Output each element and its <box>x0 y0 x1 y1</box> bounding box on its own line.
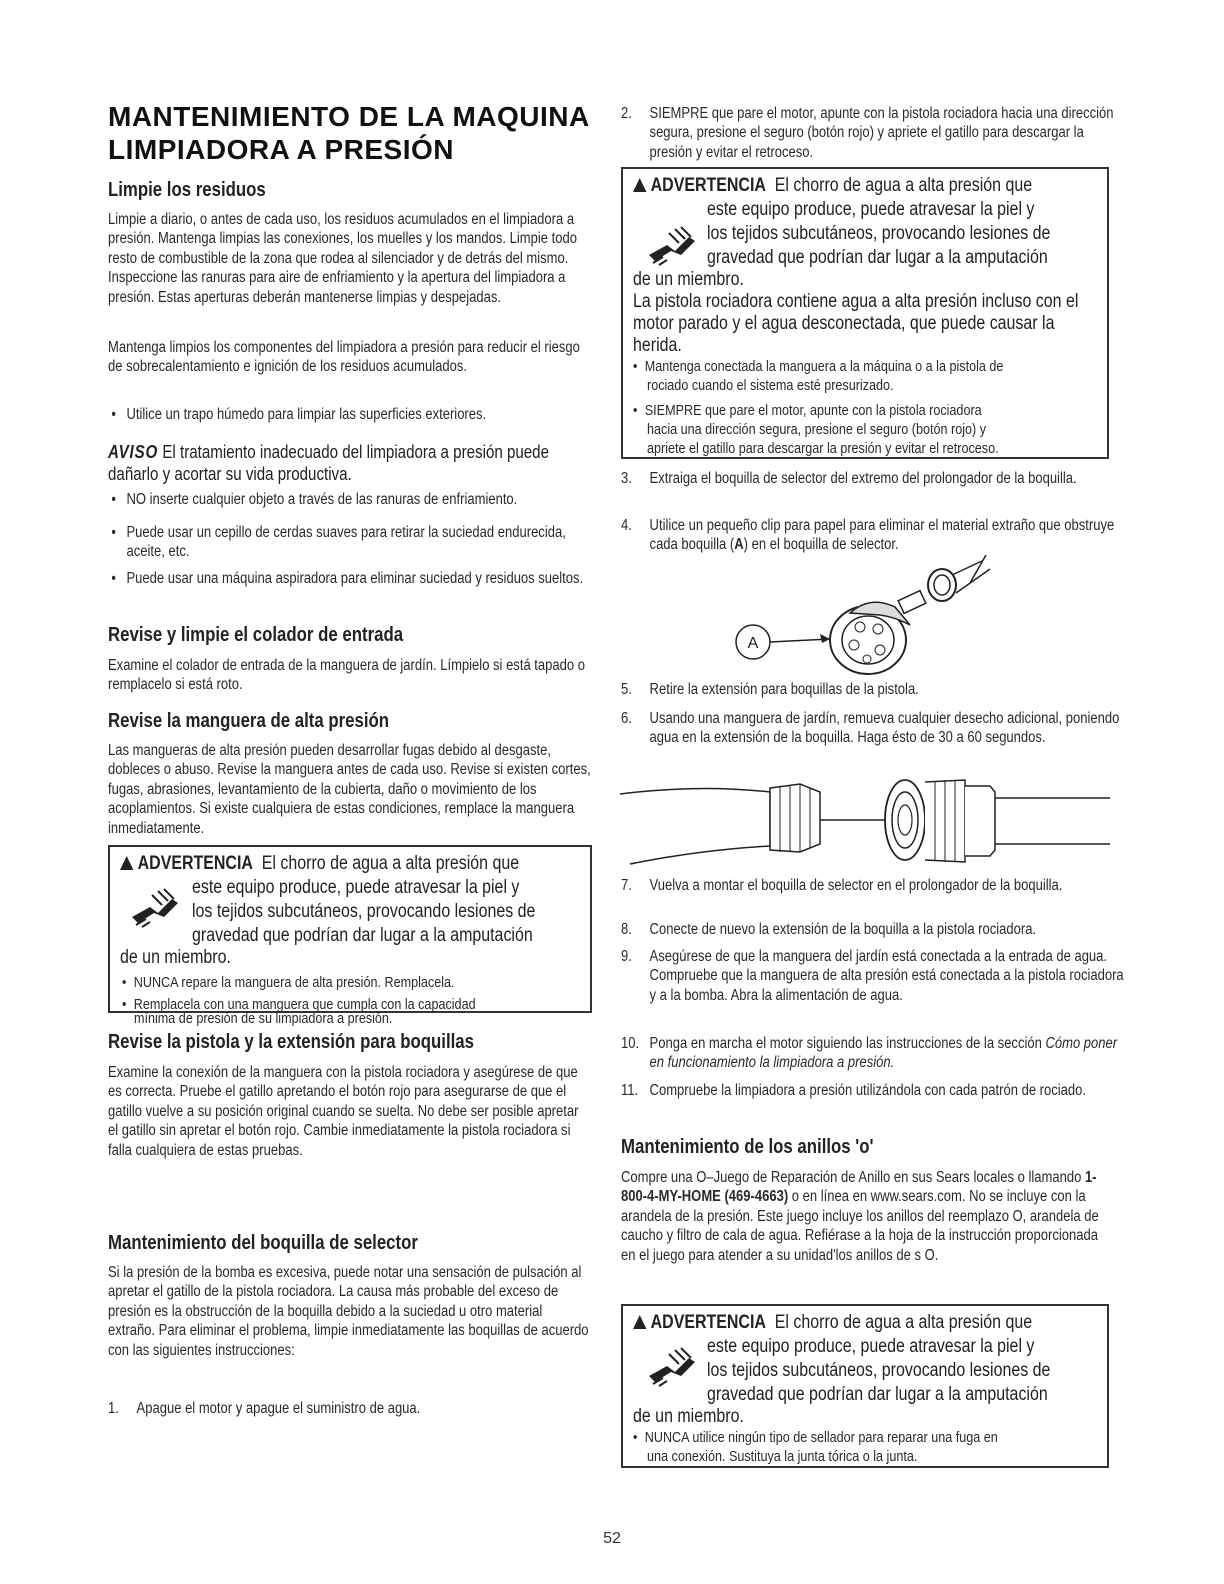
step-9-number: 9. <box>621 948 632 965</box>
warning-text-3: los tejidos subcutáneos, provocando lesiones de <box>707 1360 1051 1381</box>
warning-line-1 <box>633 175 1032 197</box>
warning-line-1 <box>120 853 519 875</box>
step-9-text: Asegúrese de que la manguera del jardín está conectada a la entrada de agua. Compruebe que la manguera de alta presión está conectada a la pistola rociadora y a la bomba. Abra la alimentación de agua. <box>649 948 1124 1004</box>
aviso-text: El tratamiento inadecuado del limpiadora a presión puede dañarlo y acortar su vida productiva. <box>108 442 550 484</box>
step-6 <box>621 709 1128 748</box>
warning-text-1: El chorro de agua a alta presión que <box>774 1312 1033 1333</box>
step-4-text-c: ) en el boquilla de selector. <box>743 536 899 554</box>
warning-triangle-icon <box>120 856 133 870</box>
spray-injury-icon <box>128 887 186 929</box>
step-11-number: 11. <box>621 1082 639 1099</box>
warning-paragraph: La pistola rociadora contiene agua a alta presión incluso con el motor parado y el agua desconectada, que puede causar la herida. <box>633 291 1079 356</box>
warning-text-1: El chorro de agua a alta presión que <box>774 175 1033 196</box>
page-title-line-1: MANTENIMIENTO DE LA MAQUINA <box>108 101 590 132</box>
step-5 <box>621 680 1128 699</box>
step-7-text: Vuelva a montar el boquilla de selector en el prolongador de la boquilla. <box>649 877 1063 894</box>
warning-box-manguera <box>108 845 592 1013</box>
spray-injury-icon <box>645 1346 703 1388</box>
bullet-no-inserte: • NO inserte cualquier objeto a través de las ranuras de enfriamiento. <box>108 490 597 509</box>
step-10-text-a: Ponga en marcha el motor siguiendo las instrucciones de la sección <box>649 1035 1046 1052</box>
step-8 <box>621 920 1128 939</box>
warning-text-4: gravedad que podrían dar lugar a la amputación <box>707 1384 1048 1405</box>
step-2 <box>621 104 1128 162</box>
paragraph-colador: Examine el colador de entrada de la manguera de jardín. Límpielo si está tapado o remplacelo si está roto. <box>108 657 585 694</box>
heading-boquilla-selector: Mantenimiento del boquilla de selector <box>108 1232 418 1254</box>
step-11 <box>621 1081 1128 1100</box>
step-1-text: Apague el motor y apague el suministro de agua. <box>136 1400 421 1417</box>
figure-label-a: A <box>747 635 759 652</box>
step-3-number: 3. <box>621 470 632 487</box>
warning-label: ADVERTENCIA <box>650 175 766 196</box>
warning-bullet-remplace-a: • Remplacela con una manguera que cumpla con la capacidad <box>122 995 476 1014</box>
step-10 <box>621 1034 1128 1073</box>
heading-pistola: Revise la pistola y la extensión para boquillas <box>108 1031 475 1053</box>
warning-text-5: de un miembro. <box>120 947 231 968</box>
warning-bullet-conectada-b: rociado cuando el sistema esté presurizado. <box>647 377 894 394</box>
warning-bullet-remplace-b: mínima de presión de su limpiadora a presión. <box>134 1010 393 1027</box>
step-7 <box>621 876 1128 895</box>
step-4 <box>621 516 1128 555</box>
paragraph-anillos-o <box>621 1168 1108 1265</box>
warning-triangle-icon <box>633 178 646 192</box>
warning-bullet-siempre-b: hacia una dirección segura, presione el seguro (botón rojo) y <box>647 421 987 438</box>
step-2-text: SIEMPRE que pare el motor, apunte con la pistola rociadora hacia una dirección segura, presione el seguro (botón rojo) y apriete el gatillo para descargar la presión y evitar el retroceso. <box>649 105 1114 161</box>
step-4-text-a: Utilice un pequeño clip para papel para eliminar el material extraño que obstruye cada boquilla ( <box>649 517 1115 554</box>
warning-text-2: este equipo produce, puede atravesar la piel y <box>707 1336 1035 1357</box>
heading-limpie-residuos: Limpie los residuos <box>108 179 266 201</box>
step-3-text: Extraiga el boquilla de selector del extremo del prolongador de la boquilla. <box>649 470 1077 487</box>
heading-manguera: Revise la manguera de alta presión <box>108 710 390 732</box>
warning-bullet-nunca: • NUNCA repare la manguera de alta presión. Remplacela. <box>122 973 455 992</box>
warning-box-sellador <box>621 1304 1109 1468</box>
step-4-number: 4. <box>621 517 632 534</box>
step-6-text: Usando una manguera de jardín, remueva cualquier desecho adicional, poniendo agua en la extensión de la boquilla. Haga ésto de 30 a 60 segundos. <box>649 710 1120 747</box>
warning-line-1 <box>633 1312 1032 1334</box>
spray-injury-icon <box>645 225 703 267</box>
warning-box-pistola <box>621 167 1109 459</box>
step-6-number: 6. <box>621 710 632 727</box>
warning-text-2: este equipo produce, puede atravesar la piel y <box>707 199 1035 220</box>
step-8-number: 8. <box>621 921 632 938</box>
step-5-number: 5. <box>621 681 632 698</box>
step-9 <box>621 947 1128 1005</box>
step-7-number: 7. <box>621 877 632 894</box>
warning-text-1: El chorro de agua a alta presión que <box>261 853 520 874</box>
hose-connector-figure <box>620 772 1110 872</box>
heading-anillos-o: Mantenimiento de los anillos 'o' <box>621 1136 874 1158</box>
paragraph-pistola: Examine la conexión de la manguera con la pistola rociadora y asegúrese de que es correcta. Pruebe el gatillo apretando el botón rojo para asegurarse de que el gatillo vuelve a su posición original cuando se suelta. No debe ser posible apretar el gatillo sin apretar el botón rojo. Cambie inmediatamente la pistola rociadora si falla cualquiera de estas pruebas. <box>108 1064 579 1159</box>
warning-triangle-icon <box>633 1315 646 1329</box>
step-4-text-b: A <box>734 536 744 554</box>
nozzle-selector-figure <box>720 555 1020 680</box>
warning-label: ADVERTENCIA <box>650 1312 766 1333</box>
paragraph-manguera: Las mangueras de alta presión pueden desarrollar fugas debido al desgaste, dobleces o abuso. Revise la manguera antes de cada uso. Revise si existen cortes, fugas, abrasiones, levantamiento de la cubierta, daño o movimiento de los acoplamientos. Si existe cualquiera de estas condiciones, remplace la manguera inmediatamente. <box>108 742 591 837</box>
warning-bullet-sellador-a: • NUNCA utilice ningún tipo de sellador para reparar una fuga en <box>633 1428 998 1447</box>
warning-text-3: los tejidos subcutáneos, provocando lesiones de <box>707 223 1051 244</box>
warning-bullet-sellador-b: una conexión. Sustituya la junta tórica o la junta. <box>647 1448 918 1465</box>
warning-text-4: gravedad que podrían dar lugar a la amputación <box>707 247 1048 268</box>
step-1 <box>108 1399 599 1418</box>
warning-bullet-siempre-c: apriete el gatillo para descargar la presión y evitar el retroceso. <box>647 440 999 457</box>
bullet-trapo: • Utilice un trapo húmedo para limpiar las superficies exteriores. <box>108 405 597 424</box>
step-5-text: Retire la extensión para boquillas de la pistola. <box>649 681 919 698</box>
paragraph-residuos-2: Mantenga limpios los componentes del limpiadora a presión para reducir el riesgo de sobrecalentamiento e ignición de los residuos acumulados. <box>108 339 580 376</box>
anillos-text-c: o en línea en www.sears.com. No se incluye con la arandela de la presión. Este juego incluye los anillos del reemplazo O, arandela de caucho y filtro de cala de agua. Refiérase a la hoja de la instrucción proporcionada en el juego para atender a su unidad'los anillos de s O. <box>621 1188 1099 1264</box>
bullet-cepillo: • Puede usar un cepillo de cerdas suaves para retirar la suciedad endurecida, aceite, etc. <box>108 523 597 562</box>
aviso-label: AVISO <box>108 442 159 462</box>
warning-label: ADVERTENCIA <box>137 853 253 874</box>
notice-aviso <box>108 441 591 485</box>
step-8-text: Conecte de nuevo la extensión de la boquilla a la pistola rociadora. <box>649 921 1037 938</box>
step-3 <box>621 469 1128 488</box>
anillos-text-a: Compre una O–Juego de Reparación de Anillo en sus Sears locales o llamando <box>621 1169 1085 1186</box>
bullet-aspiradora: • Puede usar una máquina aspiradora para eliminar suciedad y residuos sueltos. <box>108 569 597 588</box>
warning-bullet-siempre-a: • SIEMPRE que pare el motor, apunte con la pistola rociadora <box>633 401 982 420</box>
warning-text-2: este equipo produce, puede atravesar la piel y <box>192 877 520 898</box>
page-title-line-2: LIMPIADORA A PRESIÓN <box>108 134 455 165</box>
step-2-number: 2. <box>621 105 632 122</box>
step-11-text: Compruebe la limpiadora a presión utilizándola con cada patrón de rociado. <box>649 1082 1087 1099</box>
warning-text-3: los tejidos subcutáneos, provocando lesiones de <box>192 901 536 922</box>
warning-text-5: de un miembro. <box>633 1406 744 1427</box>
warning-text-4: gravedad que podrían dar lugar a la amputación <box>192 925 533 946</box>
page-number: 52 <box>603 1530 621 1547</box>
warning-text-5: de un miembro. <box>633 269 744 290</box>
phone-number: 1-800-4-MY-HOME (469-4663) <box>621 1169 1097 1206</box>
step-1-number: 1. <box>108 1400 119 1417</box>
page-title <box>108 100 608 166</box>
paragraph-residuos-1: Limpie a diario, o antes de cada uso, los residuos acumulados en el limpiadora a presión. Mantenga limpias las conexiones, los muelles y los mandos. Limpie todo resto de combustible de la zona que rodea al silenciador y de detrás del mismo. Inspeccione las ranuras para aire de enfriamiento y la apertura del limpiadora a presión. Estas aperturas deberán mantenerse limpias y despejadas. <box>108 211 577 306</box>
step-10-number: 10. <box>621 1035 640 1052</box>
warning-bullet-conectada-a: • Mantenga conectada la manguera a la máquina o a la pistola de <box>633 357 1003 376</box>
paragraph-boquilla-selector: Si la presión de la bomba es excesiva, puede notar una sensación de pulsación al apretar el gatillo de la pistola rociadora. La causa más probable del exceso de presión es la obstrucción de la boquilla debido a la suciedad u otro material extraño. Para eliminar el problema, limpie inmediatamente las boquillas de acuerdo con las siguientes instrucciones: <box>108 1264 589 1359</box>
step-10-text-b: Cómo poner en funcionamiento la limpiadora a presión. <box>649 1035 1118 1072</box>
heading-colador: Revise y limpie el colador de entrada <box>108 624 404 646</box>
